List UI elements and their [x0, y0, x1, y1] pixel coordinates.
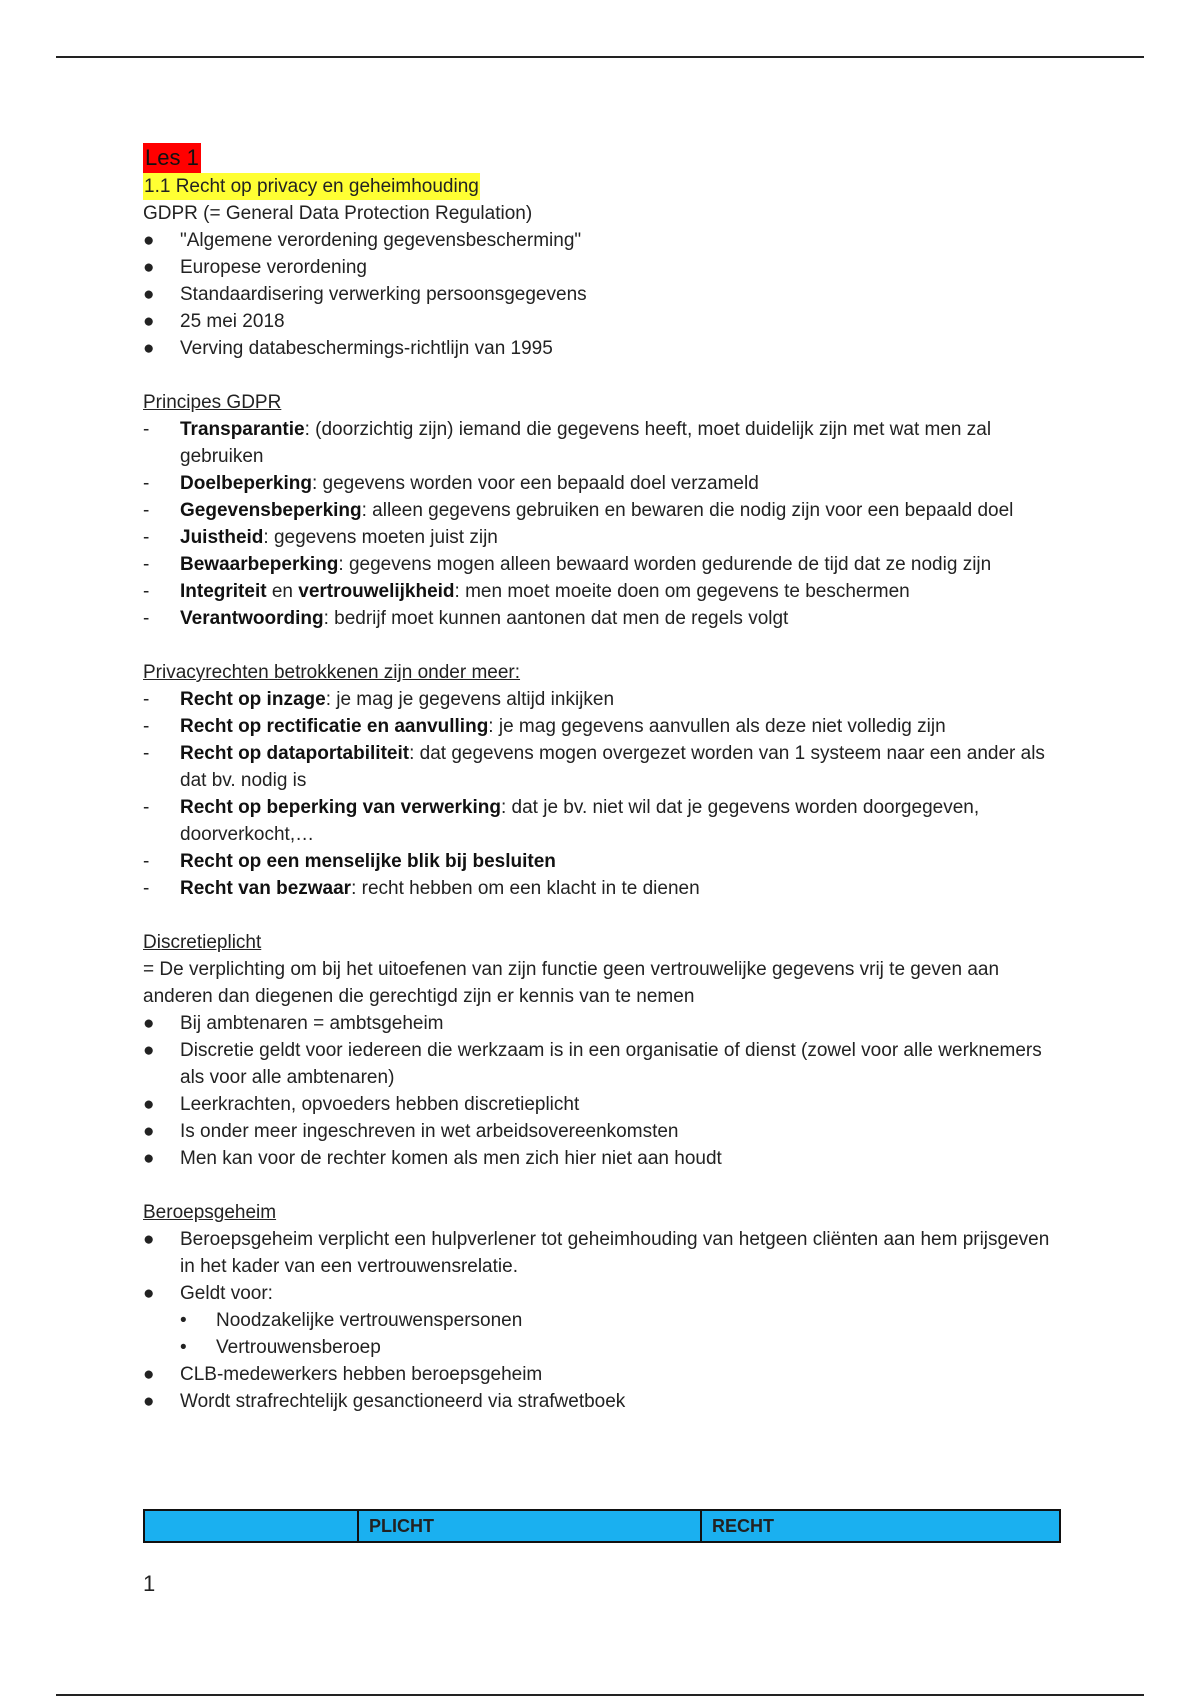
- table-header-plicht: PLICHT: [359, 1511, 702, 1541]
- list-item: - Recht op inzage: je mag je gegevens altijd inkijken: [143, 686, 1063, 713]
- discretion-heading: Discretieplicht: [143, 932, 262, 953]
- dash-icon: -: [143, 689, 150, 710]
- list-item: - Recht op dataportabiliteit: dat gegevens mogen overgezet worden van 1 systeem naar een ander als dat bv. nodig is: [143, 740, 1063, 794]
- bullet-icon: ●: [143, 1148, 155, 1169]
- small-bullet-icon: •: [180, 1310, 187, 1331]
- dash-icon: -: [143, 419, 150, 440]
- dash-icon: -: [143, 473, 150, 494]
- dash-icon: -: [143, 554, 150, 575]
- list-item: ● Beroepsgeheim verplicht een hulpverlener tot geheimhouding van hetgeen cliënten aan hem prijsgeven in het kader van een vertrouwensrelatie.: [143, 1226, 1063, 1280]
- table-header-cell: [145, 1511, 359, 1541]
- list-item: - Transparantie: (doorzichtig zijn) iemand die gegevens heeft, moet duidelijk zijn met wat men zal gebruiken: [143, 416, 1063, 470]
- list-item: ● Geldt voor:: [143, 1280, 1063, 1307]
- dash-icon: -: [143, 716, 150, 737]
- dash-icon: -: [143, 878, 150, 899]
- bullet-icon: ●: [143, 1391, 155, 1412]
- bullet-icon: ●: [143, 1121, 155, 1142]
- section-title: 1.1 Recht op privacy en geheimhouding: [143, 173, 480, 200]
- list-item: - Bewaarbeperking: gegevens mogen alleen bewaard worden gedurende de tijd dat ze nodig zijn: [143, 551, 1063, 578]
- list-item: ● Discretie geldt voor iedereen die werkzaam is in een organisatie of dienst (zowel voor alle werknemers als voor alle ambtenaren): [143, 1037, 1063, 1091]
- bullet-icon: ●: [143, 284, 155, 305]
- bullet-icon: ●: [143, 311, 155, 332]
- bullet-icon: ●: [143, 1364, 155, 1385]
- list-item: ● Leerkrachten, opvoeders hebben discretieplicht: [143, 1091, 1063, 1118]
- secrecy-sublist: [143, 1307, 1063, 1361]
- lesson-title: Les 1: [143, 143, 201, 173]
- bullet-icon: ●: [143, 1040, 155, 1061]
- list-item: • Noodzakelijke vertrouwenspersonen: [143, 1307, 1063, 1334]
- list-item: - Verantwoording: bedrijf moet kunnen aantonen dat men de regels volgt: [143, 605, 1063, 632]
- list-item: ● CLB-medewerkers hebben beroepsgeheim: [143, 1361, 1063, 1388]
- list-item: ● Wordt strafrechtelijk gesanctioneerd via strafwetboek: [143, 1388, 1063, 1415]
- discretion-list: [143, 1010, 1063, 1172]
- rights-list: [143, 686, 1063, 902]
- table-header-recht: RECHT: [712, 1516, 774, 1536]
- footer-rule: [56, 1694, 1144, 1696]
- dash-icon: -: [143, 797, 150, 818]
- bullet-icon: ●: [143, 1013, 155, 1034]
- rights-heading: Privacyrechten betrokkenen zijn onder meer:: [143, 662, 521, 683]
- header-rule: [56, 56, 1144, 58]
- bullet-icon: ●: [143, 1283, 155, 1304]
- list-item: ● Europese verordening: [143, 254, 1063, 281]
- bullet-icon: ●: [143, 338, 155, 359]
- list-item: ● Bij ambtenaren = ambtsgeheim: [143, 1010, 1063, 1037]
- bullet-icon: ●: [143, 257, 155, 278]
- bullet-icon: ●: [143, 230, 155, 251]
- dash-icon: -: [143, 581, 150, 602]
- principles-list: [143, 416, 1063, 632]
- list-item: ● 25 mei 2018: [143, 308, 1063, 335]
- list-item: - Recht van bezwaar: recht hebben om een klacht in te dienen: [143, 875, 1063, 902]
- list-item: - Juistheid: gegevens moeten juist zijn: [143, 524, 1063, 551]
- dash-icon: -: [143, 608, 150, 629]
- secrecy-heading: Beroepsgeheim: [143, 1202, 277, 1223]
- list-item: ● Men kan voor de rechter komen als men zich hier niet aan houdt: [143, 1145, 1063, 1172]
- dash-icon: -: [143, 743, 150, 764]
- gdpr-intro: GDPR (= General Data Protection Regulation): [143, 203, 533, 224]
- list-item: ● Is onder meer ingeschreven in wet arbeidsovereenkomsten: [143, 1118, 1063, 1145]
- list-item: - Integriteit en vertrouwelijkheid: men moet moeite doen om gegevens te beschermen: [143, 578, 1063, 605]
- dash-icon: -: [143, 851, 150, 872]
- dash-icon: -: [143, 500, 150, 521]
- list-item: - Recht op beperking van verwerking: dat je bv. niet wil dat je gegevens worden doorgegeven, doorverkocht,…: [143, 794, 1063, 848]
- list-item: - Gegevensbeperking: alleen gegevens gebruiken en bewaren die nodig zijn voor een bepaald doel: [143, 497, 1063, 524]
- gdpr-list: [143, 227, 1063, 362]
- secrecy-list-continued: [143, 1361, 1063, 1415]
- list-item: • Vertrouwensberoep: [143, 1334, 1063, 1361]
- list-item: - Recht op rectificatie en aanvulling: je mag gegevens aanvullen als deze niet volledig zijn: [143, 713, 1063, 740]
- list-item: - Recht op een menselijke blik bij besluiten: [143, 848, 1063, 875]
- principles-heading: Principes GDPR: [143, 392, 282, 413]
- discretion-definition: = De verplichting om bij het uitoefenen van zijn functie geen vertrouwelijke gegevens vrij te geven aan anderen dan diegenen die gerechtigd zijn er kennis van te nemen: [143, 959, 1000, 1007]
- duty-right-table-header: [143, 1509, 1061, 1543]
- document-body: [143, 143, 1063, 1415]
- dash-icon: -: [143, 527, 150, 548]
- bullet-icon: ●: [143, 1229, 155, 1250]
- page-number: 1: [143, 1571, 156, 1596]
- list-item: - Doelbeperking: gegevens worden voor een bepaald doel verzameld: [143, 470, 1063, 497]
- list-item: ● Standaardisering verwerking persoonsgegevens: [143, 281, 1063, 308]
- small-bullet-icon: •: [180, 1337, 187, 1358]
- secrecy-list: [143, 1226, 1063, 1307]
- list-item: ● Verving databeschermings-richtlijn van 1995: [143, 335, 1063, 362]
- list-item: ● "Algemene verordening gegevensbescherming": [143, 227, 1063, 254]
- bullet-icon: ●: [143, 1094, 155, 1115]
